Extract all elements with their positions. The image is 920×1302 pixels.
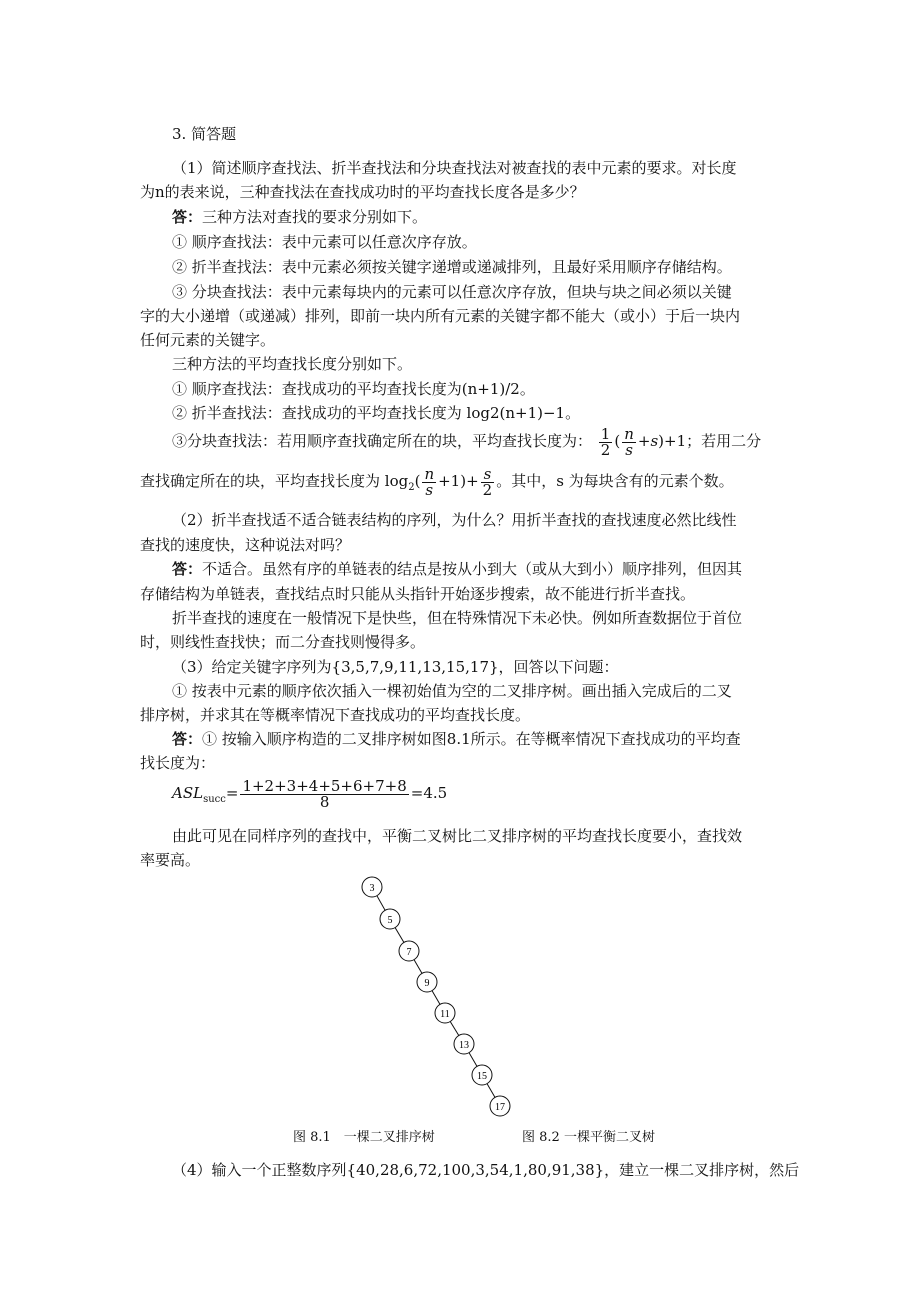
q1-req3-line1: ③ 分块查找法：表中元素每块内的元素可以任意次序存放，但块与块之间必须以关键: [172, 283, 732, 301]
section-title: 3. 简答题: [172, 125, 237, 143]
q3-answer-line2: 找长度为：: [140, 754, 216, 772]
q1-answer: [172, 207, 427, 227]
q1-req3-line2: 字的大小递增（或递减）排列，即前一块内所有元素的关键字都不能大（或小）于后一块内: [140, 307, 741, 325]
q2-answer-line1: 答：不适合。虽然有序的单链表的结点是按从小到大（或从大到小）顺序排列，但因其: [172, 560, 743, 578]
q1-question-line2: 为n的表来说，三种查找法在查找成功时的平均查找长度各是多少？: [140, 183, 585, 201]
formula-half: $\frac{1}{2}$: [600, 424, 611, 459]
q3-answer-line1: 答：① 按输入顺序构造的二叉排序树如图8.1所示。在等概率情况下查找成功的平均查: [172, 730, 741, 748]
svg-text:5: 5: [387, 915, 393, 926]
figure-caption-8-2: 图 8.2 一棵平衡二叉树: [522, 1130, 655, 1145]
q1-req1: ① 顺序查找法：表中元素可以任意次序存放。: [172, 233, 477, 251]
svg-text:11: 11: [440, 1009, 450, 1020]
svg-text:15: 15: [477, 1071, 487, 1082]
q1-asl3-suffix: ；若用二分: [686, 432, 762, 450]
q2-answer-line2: 存储结构为单链表，查找结点时只能从头指针开始逐步搜索，故不能进行折半查找。: [140, 585, 696, 603]
q1-asl3b-suffix: 。其中，s 为每块含有的元素个数。: [496, 472, 734, 490]
q4-question: （4）输入一个正整数序列{40,28,6,72,100,3,54,1,80,91,38}，建立一棵二叉排序树，然后: [172, 1161, 800, 1179]
tree-node: [472, 1065, 492, 1085]
q3-sub1-line1: ① 按表中元素的顺序依次插入一棵初始值为空的二叉排序树。画出插入完成后的二叉: [172, 682, 732, 700]
q3-sub1-line2: 排序树，并求其在等概率情况下查找成功的平均查找长度。: [140, 706, 531, 724]
q1-asl1: ① 顺序查找法：查找成功的平均查找长度为(n+1)/2。: [172, 380, 535, 398]
svg-text:9: 9: [424, 978, 430, 989]
tree-node: [435, 1003, 455, 1023]
answer-label: 答：: [172, 560, 203, 578]
svg-text:17: 17: [495, 1102, 505, 1113]
figure-caption-8-1: 图 8.1 一棵二叉排序树: [293, 1130, 435, 1145]
answer-label: 答：: [172, 730, 203, 748]
tree-node: [490, 1096, 510, 1116]
tree-node: [417, 972, 437, 992]
asl-formula: $ASL_{succ}=$ $\frac{1+2+3+4+5+6+7+8}{8}$ =4.5: [172, 776, 448, 811]
q2-question-line1: （2）折半查找适不适合链表结构的序列，为什么？用折半查找的查找速度必然比线性: [172, 511, 737, 529]
q3-question: （3）给定关键字序列为{3,5,7,9,11,13,15,17}，回答以下问题：: [172, 658, 619, 676]
q3-conclusion-line2: 率要高。: [140, 851, 201, 869]
q1-asl3: ③分块查找法：若用顺序查找确定所在的块，平均查找长度为： $\frac{1}{2}$ ( $\frac{n}{s}$ +s)+1；若用二分: [172, 424, 762, 459]
q1-asl3b: 查找确定所在的块，平均查找长度为 $\log_2$( $\frac{n}{s}$ +1)+ $\frac{s}{2}$ 。其中，s 为每块含有的元素个数。: [140, 464, 734, 499]
tree-node: [454, 1034, 474, 1054]
q1-question-line1: （1）简述顺序查找法、折半查找法和分块查找法对被查找的表中元素的要求。对长度: [172, 159, 737, 177]
q2-question-line2: 查找的速度快，这种说法对吗？: [140, 536, 351, 554]
q3-conclusion-line1: 由此可见在同样序列的查找中，平衡二叉树比二叉排序树的平均查找长度要小，查找效: [172, 827, 743, 845]
q2-answer2-line2: 时，则线性查找快；而二分查找则慢得多。: [140, 633, 426, 651]
q1-req3-line3: 任何元素的关键字。: [140, 331, 276, 349]
q1-asl-intro: 三种方法的平均查找长度分别如下。: [172, 355, 413, 373]
svg-text:3: 3: [369, 883, 375, 894]
q1-asl2: ② 折半查找法：查找成功的平均查找长度为 log2(n+1)−1。: [172, 404, 581, 422]
answer-label: 答：: [172, 208, 203, 226]
q1-asl3b-prefix: 查找确定所在的块，平均查找长度为 log: [140, 472, 409, 490]
q1-req2: ② 折半查找法：表中元素必须按关键字递增或递减排列，且最好采用顺序存储结构。: [172, 258, 732, 276]
tree-node: [380, 909, 400, 929]
q2-answer2-line1: 折半查找的速度在一般情况下是快些，但在特殊情况下未必快。例如所查数据位于首位: [172, 609, 743, 627]
tree-node: [399, 941, 419, 961]
q1-answer-intro: 三种方法对查找的要求分别如下。: [202, 208, 428, 226]
tree-node: [362, 877, 382, 897]
bst-diagram: [350, 868, 520, 1118]
q1-asl3-prefix: ③分块查找法：若用顺序查找确定所在的块，平均查找长度为：: [172, 432, 593, 450]
svg-text:7: 7: [406, 947, 412, 958]
svg-text:13: 13: [459, 1040, 469, 1051]
